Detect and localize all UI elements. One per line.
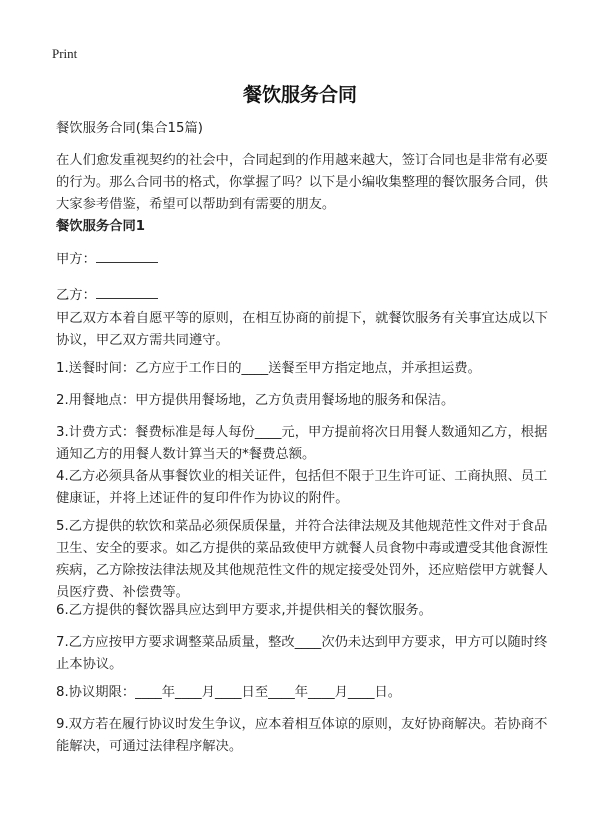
clause-4: 4.乙方必须具备从事餐饮业的相关证件，包括但不限于卫生许可证、工商执照、员工健康证，并将上述证件的复印件作为协议的附件。 xyxy=(56,469,548,506)
section-heading: 餐饮服务合同1 xyxy=(56,219,146,234)
intro-paragraph: 在人们愈发重视契约的社会中，合同起到的作用越来越大，签订合同也是非常有必要的行为。那么合同书的格式，你掌握了吗？以下是小编收集整理的餐饮服务合同，供大家参考借鉴，希望可以帮助到有需要的朋友。 xyxy=(56,153,548,212)
clause-3: 3.计费方式：餐费标准是每人每份____元，甲方提前将次日用餐人数通知乙方，根据通知乙方的用餐人数计算当天的*餐费总额。 xyxy=(56,425,548,462)
print-link[interactable]: Print xyxy=(52,46,78,61)
party-a-blank xyxy=(96,248,158,263)
document-subtitle: 餐饮服务合同(集合15篇) xyxy=(56,121,203,136)
party-b-label: 乙方： xyxy=(56,288,96,303)
document-title: 餐饮服务合同 xyxy=(242,84,357,106)
clause-6: 6.乙方提供的餐饮器具应达到甲方要求,并提供相关的餐饮服务。 xyxy=(56,603,432,618)
party-b-line xyxy=(56,284,556,307)
party-a-label: 甲方： xyxy=(56,252,96,267)
clause-9: 9.双方若在履行协议时发生争议，应本着相互体谅的原则，友好协商解决。若协商不能解决，可通过法律程序解决。 xyxy=(56,717,548,754)
clause-8: 8.协议期限：____年____月____日至____年____月____日。 xyxy=(56,685,402,700)
party-a-line xyxy=(56,248,556,271)
clause-5: 5.乙方提供的软饮和菜品必须保质保量，并符合法律法规及其他规范性文件对于食品卫生、安全的要求。如乙方提供的菜品致使甲方就餐人员食物中毒或遭受其他食源性疾病，乙方除按法律法规及其他规范性文件的规定接受处罚外，还应赔偿甲方就餐人员医疗费、补偿费等。 xyxy=(56,519,548,600)
preamble-paragraph: 甲乙双方本着自愿平等的原则，在相互协商的前提下，就餐饮服务有关事宜达成以下协议，甲乙双方需共同遵守。 xyxy=(56,311,548,348)
clause-7: 7.乙方应按甲方要求调整菜品质量，整改____次仍未达到甲方要求，甲方可以随时终止本协议。 xyxy=(56,635,548,672)
clause-1: 1.送餐时间：乙方应于工作日的____送餐至甲方指定地点，并承担运费。 xyxy=(56,361,481,376)
party-b-blank xyxy=(96,284,158,299)
clause-2: 2.用餐地点：甲方提供用餐场地，乙方负责用餐场地的服务和保洁。 xyxy=(56,393,455,408)
